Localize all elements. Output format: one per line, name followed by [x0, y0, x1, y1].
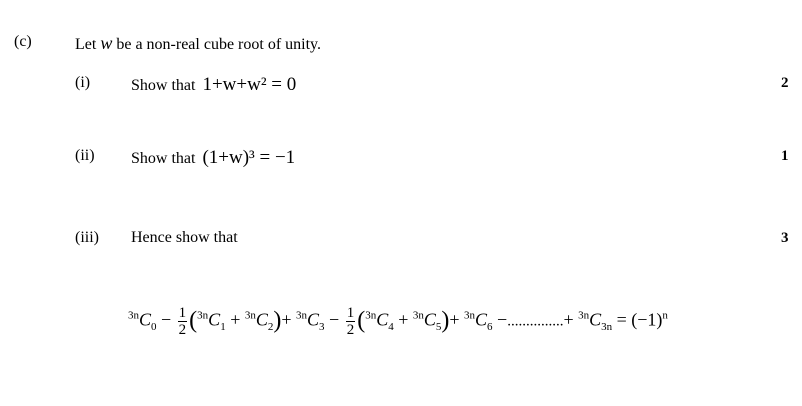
part-intro [75, 33, 321, 54]
identity-rhs: = (−1) [616, 309, 663, 330]
item-ii-text: Show that [131, 150, 196, 167]
ellipsis-dots: ............... [507, 313, 564, 330]
item-iii-label: (iii) [75, 229, 99, 246]
intro-variable: w [100, 33, 113, 53]
item-ii-expression: (1+w)³ = −1 [202, 147, 296, 168]
item-iii-marks: 3 [781, 230, 789, 246]
item-ii-question [131, 147, 295, 169]
item-i-expression: 1+w+w² = 0 [202, 74, 297, 95]
intro-suffix: be a non-real cube root of unity. [116, 36, 322, 53]
item-iii-text: Hence show that [131, 229, 238, 246]
item-ii-marks: 1 [781, 148, 789, 164]
item-i-marks: 2 [781, 75, 789, 91]
half-fraction: $\frac{1}{2}$ [346, 305, 355, 338]
part-label: (c) [14, 33, 32, 50]
half-fraction: $\frac{1}{2}$ [178, 305, 187, 338]
item-i-question [131, 74, 296, 96]
intro-prefix: Let [75, 36, 97, 53]
item-i-label: (i) [75, 74, 91, 91]
identity-equation: $^{3n}C_0$ − $\frac{1}{2}$ $(^{3n}C_1 + ^{3n}C_2)+ ^{3n}C_3$ − $\frac{1}{2}$ $(^{3n}C_4 + ^{3n}C_5)+ ^{3n}C_6$ −...............+ $^{3n}C_{3n} = (-1)^n$ [128, 305, 668, 338]
item-i-text: Show that [131, 77, 196, 94]
item-ii-label: (ii) [75, 147, 95, 164]
